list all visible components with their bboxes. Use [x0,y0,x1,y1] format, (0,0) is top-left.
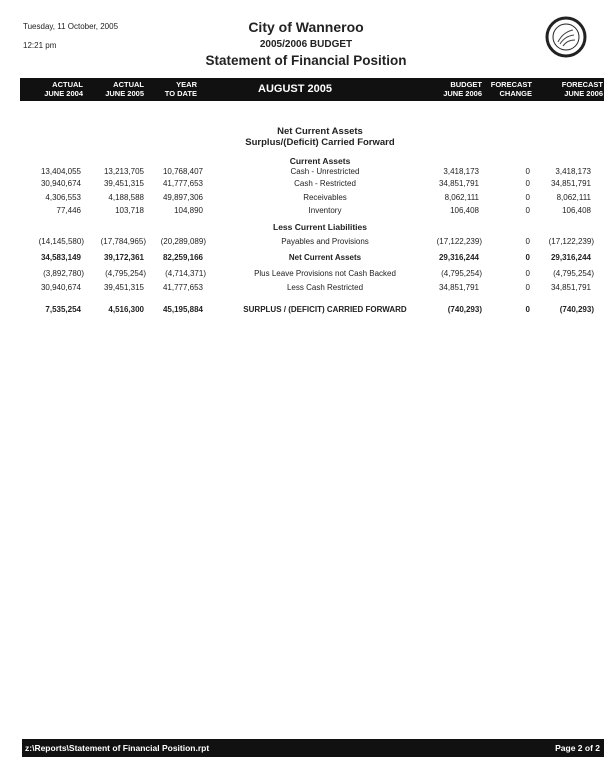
cell-forecast: 34,851,791 [550,283,591,292]
cell-change: 0 [525,179,530,188]
cell-actual-2005: 39,172,361 [103,253,144,262]
cell-forecast: (4,795,254) [553,269,594,278]
table-row-total [0,253,612,265]
cell-ytd: 49,897,306 [162,193,203,202]
col-forecast-2006: FORECAST JUNE 2006 [561,80,603,98]
row-label: Inventory [308,206,342,215]
footer-band [22,739,604,757]
cell-budget: (17,122,239) [436,237,482,246]
col-period: AUGUST 2005 [258,83,332,95]
col-actual-2004: ACTUAL JUNE 2004 [44,80,83,98]
cell-ytd: 41,777,653 [162,283,203,292]
table-row [0,179,612,191]
cell-forecast: 34,851,791 [550,179,591,188]
row-label: Receivables [303,193,347,202]
cell-change: 0 [525,253,530,262]
cell-forecast: 8,062,111 [556,193,591,202]
col-year-to-date: YEAR TO DATE [164,80,197,98]
cell-actual-2004: 4,306,553 [45,193,81,202]
table-row [0,206,612,218]
row-label: Plus Leave Provisions not Cash Backed [254,269,396,278]
col-forecast-change: FORECAST CHANGE [490,80,532,98]
cell-actual-2005: 4,516,300 [108,305,144,314]
cell-actual-2004: 30,940,674 [40,179,81,188]
cell-change: 0 [525,237,530,246]
col-actual-2005: ACTUAL JUNE 2005 [105,80,144,98]
cell-actual-2004: 30,940,674 [40,283,81,292]
section-less-current-liabilities: Less Current Liabilities [273,222,367,232]
budget-title: 2005/2006 BUDGET [259,39,353,50]
col-budget-2006: BUDGET JUNE 2006 [443,80,482,98]
row-label: Cash - Restricted [294,179,356,188]
cell-actual-2005: 39,451,315 [103,283,144,292]
cell-change: 0 [525,283,530,292]
cell-ytd: 10,768,407 [162,167,203,176]
row-label: Payables and Provisions [281,237,369,246]
cell-budget: 8,062,111 [444,193,479,202]
table-row [0,269,612,281]
section-title-net-current-assets: Net Current Assets [277,126,363,137]
cell-change: 0 [525,206,530,215]
footer-file-path: z:\Reports\Statement of Financial Position.rpt [25,743,210,753]
cell-ytd: (4,714,371) [165,269,206,278]
column-header-band [20,78,604,101]
cell-actual-2005: 103,718 [115,206,144,215]
section-title-surplus: Surplus/(Deficit) Carried Forward [245,137,395,148]
cell-actual-2004: 13,404,055 [40,167,81,176]
cell-budget: (4,795,254) [441,269,482,278]
cell-actual-2004: 77,446 [56,206,81,215]
table-row [0,167,612,179]
table-row [0,237,612,249]
cell-actual-2004: (14,145,580) [38,237,84,246]
statement-title: Statement of Financial Position [205,53,407,68]
cell-actual-2005: 4,188,588 [108,193,144,202]
cell-ytd: 41,777,653 [162,179,203,188]
cell-budget: 34,851,791 [438,179,479,188]
cell-actual-2005: (4,795,254) [105,269,146,278]
organization-name: City of Wanneroo [248,19,364,35]
table-row-surplus [0,305,612,317]
cell-forecast: 106,408 [562,206,591,215]
cell-change: 0 [525,193,530,202]
row-label: Net Current Assets [288,253,362,262]
cell-budget: 106,408 [450,206,479,215]
report-date: Tuesday, 11 October, 2005 [23,22,119,31]
cell-forecast: 29,316,244 [550,253,591,262]
cell-change: 0 [525,305,530,314]
cell-budget: 34,851,791 [438,283,479,292]
cell-ytd: 82,259,166 [162,253,203,262]
cell-actual-2004: 7,535,254 [45,305,81,314]
row-label: Less Cash Restricted [286,283,364,292]
footer-page-number: Page 2 of 2 [555,743,600,753]
cell-actual-2004: 34,583,149 [40,253,81,262]
city-seal-logo [545,16,587,58]
cell-ytd: 45,195,884 [162,305,203,314]
cell-actual-2005: (17,784,965) [100,237,146,246]
report-time: 12:21 pm [23,41,57,50]
row-label: SURPLUS / (DEFICIT) CARRIED FORWARD [243,305,407,314]
cell-ytd: (20,289,089) [160,237,206,246]
section-current-assets: Current Assets [289,156,351,166]
cell-forecast: (740,293) [559,305,594,314]
cell-change: 0 [525,269,530,278]
cell-ytd: 104,890 [174,206,203,215]
cell-budget: (740,293) [447,305,482,314]
cell-budget: 29,316,244 [438,253,479,262]
cell-forecast: (17,122,239) [548,237,594,246]
cell-actual-2005: 39,451,315 [103,179,144,188]
cell-actual-2004: (3,892,780) [43,269,84,278]
table-row [0,193,612,205]
cell-change: 0 [525,167,530,176]
cell-forecast: 3,418,173 [555,167,591,176]
cell-actual-2005: 13,213,705 [103,167,144,176]
table-row [0,283,612,295]
cell-budget: 3,418,173 [443,167,479,176]
row-label: Cash - Unrestricted [290,167,360,176]
